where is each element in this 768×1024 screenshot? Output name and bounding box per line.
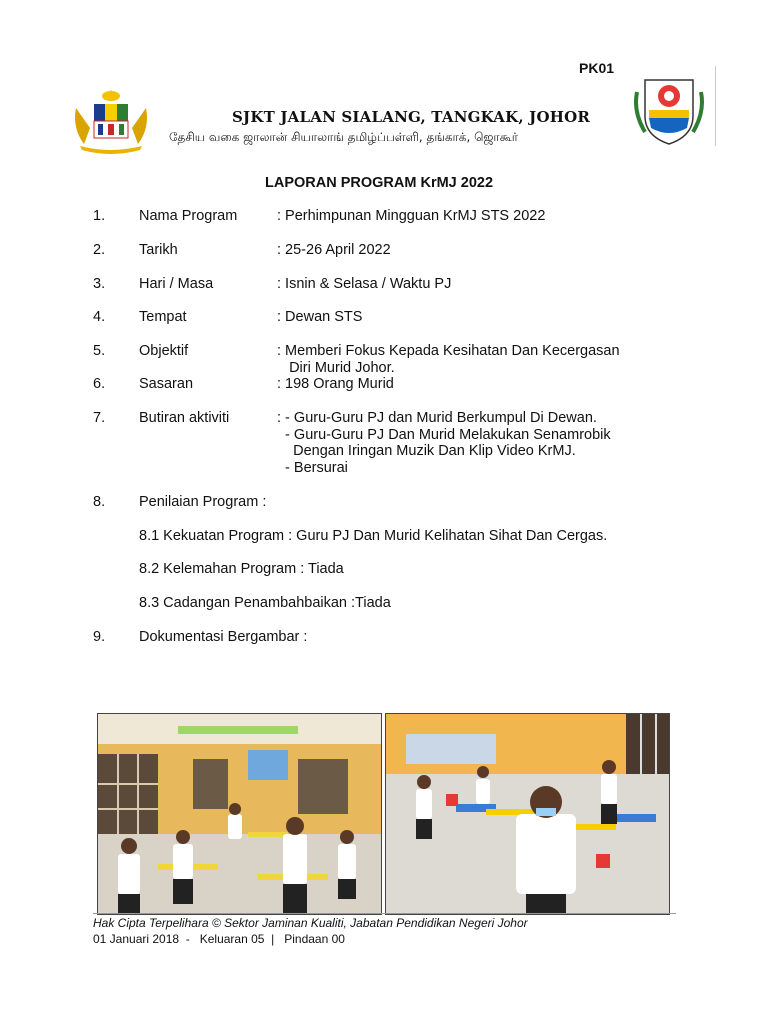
item-label: Nama Program bbox=[139, 208, 238, 224]
item-number: 6. bbox=[93, 376, 106, 392]
item-value: : 198 Orang Murid bbox=[277, 376, 394, 392]
school-name-tamil: தேசிய வகை ஜாலான் சியாலாங் தமிழ்ப்பள்ளி, தங்காக், ஜொகூர் bbox=[169, 130, 519, 144]
item-number: 8. bbox=[93, 494, 106, 510]
item-label: Sasaran bbox=[139, 376, 194, 392]
evaluation-text: 8.3 Cadangan Penambahbaikan :Tiada bbox=[139, 595, 391, 611]
item-value: : Isnin & Selasa / Waktu PJ bbox=[277, 276, 452, 292]
item-number: 3. bbox=[93, 276, 106, 292]
document-version: 01 Januari 2018 - Keluaran 05 | Pindaan 00 bbox=[93, 932, 345, 946]
item-value: : Memberi Fokus Kepada Kesihatan Dan Kecergasan Diri Murid Johor. bbox=[277, 343, 620, 376]
item-value: : Perhimpunan Mingguan KrMJ STS 2022 bbox=[277, 208, 546, 224]
item-value: : Dewan STS bbox=[277, 309, 363, 325]
activity-photo-1 bbox=[97, 713, 382, 915]
item-value: : - Guru-Guru PJ dan Murid Berkumpul Di Dewan. - Guru-Guru PJ Dan Murid Melakukan Senamrobik Dengan Iringan Muzik Dan Klip Video KrMJ. - Bersurai bbox=[277, 410, 611, 476]
coat-of-arms-icon bbox=[66, 88, 156, 154]
evaluation-text: 8.1 Kekuatan Program : Guru PJ Dan Murid Kelihatan Sihat Dan Cergas. bbox=[139, 528, 608, 544]
item-number: 5. bbox=[93, 343, 106, 359]
school-crest-icon bbox=[631, 72, 707, 148]
item-value: : 25-26 April 2022 bbox=[277, 242, 391, 258]
item-label: Butiran aktiviti bbox=[139, 410, 230, 426]
school-name: SJKT JALAN SIALANG, TANGKAK, JOHOR bbox=[232, 108, 591, 126]
activity-photo-2 bbox=[385, 713, 670, 915]
item-label: Tarikh bbox=[139, 242, 178, 258]
item-label: Dokumentasi Bergambar : bbox=[139, 629, 308, 645]
item-label: Hari / Masa bbox=[139, 276, 214, 292]
item-number: 1. bbox=[93, 208, 106, 224]
item-number: 9. bbox=[93, 629, 106, 645]
item-label: Penilaian Program : bbox=[139, 494, 267, 510]
evaluation-text: 8.2 Kelemahan Program : Tiada bbox=[139, 561, 344, 577]
report-title: LAPORAN PROGRAM KrMJ 2022 bbox=[265, 175, 494, 191]
item-number: 7. bbox=[93, 410, 106, 426]
item-number: 4. bbox=[93, 309, 106, 325]
footer-divider bbox=[93, 913, 676, 914]
item-label: Tempat bbox=[139, 309, 187, 325]
logo-divider bbox=[715, 66, 716, 146]
copyright-text: Hak Cipta Terpelihara © Sektor Jaminan Kualiti, Jabatan Pendidikan Negeri Johor bbox=[93, 916, 528, 930]
form-code: PK01 bbox=[579, 60, 615, 76]
item-number: 2. bbox=[93, 242, 106, 258]
item-label: Objektif bbox=[139, 343, 189, 359]
